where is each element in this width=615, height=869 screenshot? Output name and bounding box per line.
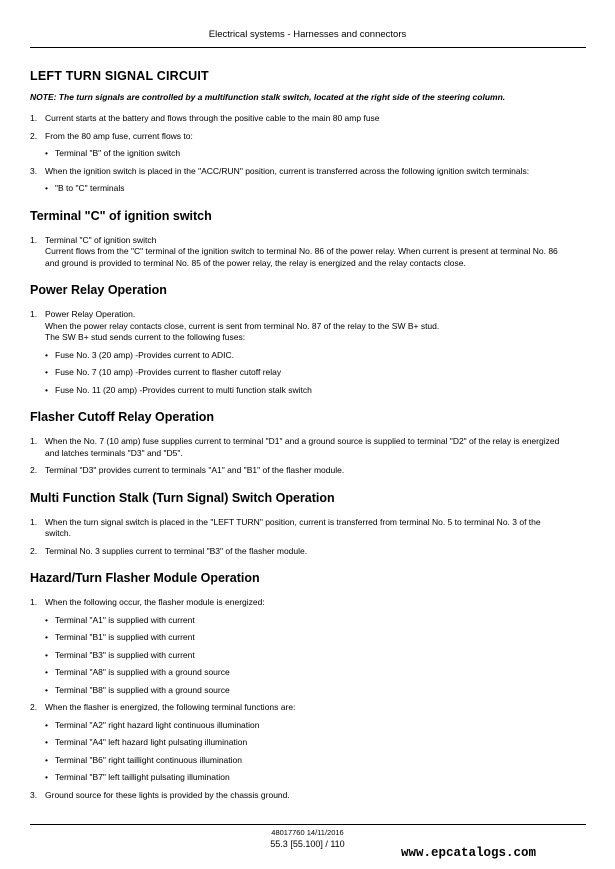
bullet-text: Terminal "A1" is supplied with current — [55, 614, 195, 625]
bullet-text: Terminal "B" of the ignition switch — [55, 148, 181, 158]
item-number: 1. — [30, 234, 38, 245]
bullet-item — [45, 148, 562, 160]
bullet-item — [45, 685, 562, 697]
note-text: NOTE: The turn signals are controlled by a multifunction stalk switch, located at the right side of the steering column. — [30, 92, 506, 102]
section — [30, 571, 562, 801]
section-title: Power Relay Operation — [30, 283, 167, 297]
numbered-item — [30, 790, 562, 802]
section — [30, 410, 562, 477]
bullet-text: Terminal "B1" is supplied with current — [55, 632, 195, 642]
item-text: When the flasher is energized, the following terminal functions are: — [45, 702, 296, 712]
bullet-icon: • — [45, 772, 48, 782]
item-number: 1. — [30, 597, 38, 607]
numbered-item — [30, 436, 562, 459]
bullet-text: Fuse No. 3 (20 amp) -Provides current to ADIC. — [55, 349, 235, 360]
bullet-text: Fuse No. 11 (20 amp) -Provides current to multi function stalk switch — [55, 384, 312, 395]
item-text: When the turn signal switch is placed in the "LEFT TURN" position, current is transferred from terminal No. 5 to terminal No. 3 of the switch. — [45, 516, 541, 538]
item-number: 1. — [30, 113, 38, 123]
item-number: 2. — [30, 545, 38, 556]
section-title: Terminal "C" of ignition switch — [30, 208, 212, 223]
sections-container — [30, 209, 562, 802]
bullet-item — [45, 385, 562, 397]
section — [30, 209, 562, 270]
bullet-text: "B to "C" terminals — [55, 183, 125, 193]
intro-list — [30, 113, 562, 195]
bullet-text: Fuse No. 7 (10 amp) -Provides current to flasher cutoff relay — [55, 367, 282, 377]
item-text: Ground source for these lights is provided by the chassis ground. — [45, 789, 290, 800]
document-body — [30, 69, 562, 815]
bullet-icon: • — [45, 684, 48, 695]
bullet-text: Terminal "A4" left hazard light pulsating illumination — [55, 737, 248, 747]
numbered-item — [30, 702, 562, 714]
item-text: Terminal "D3" provides current to terminals "A1" and "B1" of the flasher module. — [45, 465, 345, 475]
item-text: Terminal No. 3 supplies current to terminal "B3" of the flasher module. — [45, 545, 308, 556]
bullet-text: Terminal "B7" left taillight pulsating illumination — [55, 772, 230, 782]
bullet-icon: • — [45, 737, 48, 747]
section-title: Flasher Cutoff Relay Operation — [30, 410, 215, 424]
section — [30, 491, 562, 558]
bullet-text: Terminal "B3" is supplied with current — [55, 649, 195, 660]
bullet-icon: • — [45, 367, 48, 377]
bullet-icon: • — [45, 667, 48, 677]
main-title: LEFT TURN SIGNAL CIRCUIT — [30, 69, 209, 83]
bullet-icon: • — [45, 349, 48, 360]
section-title: Multi Function Stalk (Turn Signal) Switch Operation — [30, 490, 335, 505]
bullet-item — [45, 183, 562, 195]
numbered-item — [30, 546, 562, 558]
page-header: Electrical systems - Harnesses and connectors — [208, 29, 407, 40]
section-title: Hazard/Turn Flasher Module Operation — [30, 571, 260, 585]
item-number: 2. — [30, 465, 38, 475]
item-number: 1. — [30, 436, 38, 446]
item-number: 2. — [30, 130, 38, 141]
bullet-icon: • — [45, 632, 48, 642]
bullet-icon: • — [45, 148, 48, 158]
bullet-item — [45, 667, 562, 679]
item-text: When the ignition switch is placed in the "ACC/RUN" position, current is transferred across the following ignition switch terminals: — [45, 165, 530, 176]
page-number: 55.3 [55.100] / 110 — [270, 839, 345, 849]
bullet-text: Terminal "A2" right hazard light continuous illumination — [55, 719, 260, 730]
bullet-item — [45, 755, 562, 767]
item-text: Power Relay Operation. When the power relay contacts close, current is sent from terminal No. 87 of the relay to the SW B+ stud. The SW B+ stud sends current to the following fuses: — [45, 309, 440, 342]
bullet-item — [45, 772, 562, 784]
bullet-icon: • — [45, 719, 48, 730]
numbered-item — [30, 517, 562, 540]
bullet-icon: • — [45, 183, 48, 193]
item-text: When the following occur, the flasher module is energized: — [45, 597, 265, 607]
numbered-item — [30, 166, 562, 178]
item-text: From the 80 amp fuse, current flows to: — [45, 130, 193, 141]
section — [30, 283, 562, 396]
bullet-text: Terminal "B6" right taillight continuous illumination — [55, 754, 242, 765]
bullet-icon: • — [45, 384, 48, 395]
bullet-item — [45, 632, 562, 644]
numbered-item — [30, 309, 562, 344]
bullet-text: Terminal "B8" is supplied with a ground source — [55, 684, 230, 695]
item-number: 3. — [30, 789, 38, 800]
item-number: 2. — [30, 702, 38, 712]
bullet-icon: • — [45, 614, 48, 625]
numbered-item — [30, 235, 562, 270]
watermark: www.epcatalogs.com — [401, 846, 537, 860]
numbered-item — [30, 465, 562, 477]
footer-rule — [30, 824, 586, 825]
bullet-text: Terminal "A8" is supplied with a ground source — [55, 667, 230, 677]
item-text: When the No. 7 (10 amp) fuse supplies current to terminal "D1" and a ground source is supplied to terminal "D2" of the relay is energized and latches terminals "D3" and "D5". — [45, 436, 560, 458]
doc-id: 48017760 14/11/2016 — [271, 828, 344, 837]
bullet-icon: • — [45, 754, 48, 765]
item-number: 1. — [30, 309, 38, 319]
header-rule — [30, 47, 586, 48]
bullet-item — [45, 737, 562, 749]
numbered-item — [30, 131, 562, 143]
item-text: Current starts at the battery and flows through the positive cable to the main 80 amp fuse — [45, 113, 380, 123]
bullet-item — [45, 367, 562, 379]
numbered-item — [30, 597, 562, 609]
bullet-item — [45, 650, 562, 662]
numbered-item — [30, 113, 562, 125]
item-number: 1. — [30, 516, 38, 527]
bullet-icon: • — [45, 649, 48, 660]
bullet-item — [45, 350, 562, 362]
bullet-item — [45, 720, 562, 732]
item-text: Terminal "C" of ignition switch Current flows from the "C" terminal of the ignition switch to terminal No. 86 of the power relay. When current is present at terminal No. 86 and ground is provided to terminal No. 85 of the power relay, the relay is energized and the relay contacts close. — [45, 234, 558, 268]
bullet-item — [45, 615, 562, 627]
item-number: 3. — [30, 165, 38, 176]
